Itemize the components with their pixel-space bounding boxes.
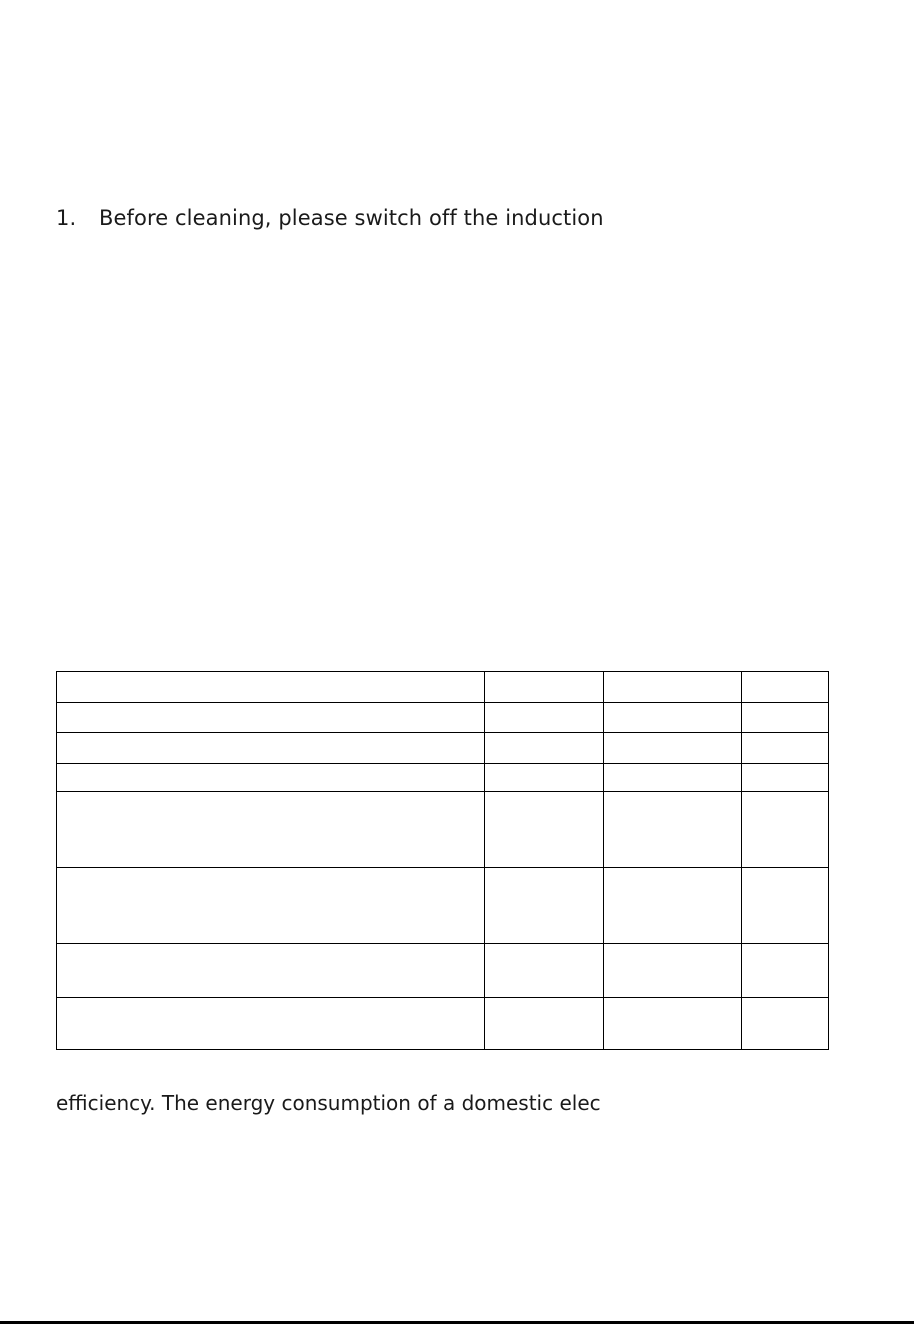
table-cell <box>742 703 829 733</box>
specification-table <box>56 671 829 1050</box>
table-cell <box>742 764 829 792</box>
table-cell <box>485 672 604 703</box>
table-cell <box>742 944 829 998</box>
table-cell <box>604 703 742 733</box>
table-row <box>57 764 829 792</box>
table-cell <box>604 998 742 1050</box>
table-cell <box>742 998 829 1050</box>
table-cell <box>57 703 485 733</box>
cleaning-step-1 <box>56 204 604 232</box>
table-cell <box>57 792 485 868</box>
table-row <box>57 998 829 1050</box>
table-row <box>57 792 829 868</box>
table-cell <box>57 944 485 998</box>
table-cell <box>604 792 742 868</box>
table-cell <box>742 733 829 764</box>
table-cell <box>57 868 485 944</box>
table-cell <box>742 792 829 868</box>
table-cell <box>57 672 485 703</box>
step-number: 1. <box>56 206 77 230</box>
table-cell <box>604 672 742 703</box>
table-cell <box>742 672 829 703</box>
table-cell <box>604 944 742 998</box>
table-cell <box>485 944 604 998</box>
table-cell <box>485 998 604 1050</box>
table-row <box>57 703 829 733</box>
table-cell <box>604 733 742 764</box>
table-cell <box>57 733 485 764</box>
table-cell <box>485 792 604 868</box>
table-cell <box>742 868 829 944</box>
step-text: Before cleaning, please switch off the induction <box>99 206 604 230</box>
table-row <box>57 672 829 703</box>
table-row <box>57 733 829 764</box>
table-cell <box>57 764 485 792</box>
table-cell <box>604 764 742 792</box>
table-cell <box>57 998 485 1050</box>
table-cell <box>485 703 604 733</box>
table-row <box>57 868 829 944</box>
table-cell <box>604 868 742 944</box>
body-text-line: efficiency. The energy consumption of a domestic elec <box>56 1091 601 1115</box>
table-cell <box>485 733 604 764</box>
table-row <box>57 944 829 998</box>
table-cell <box>485 764 604 792</box>
table-cell <box>485 868 604 944</box>
